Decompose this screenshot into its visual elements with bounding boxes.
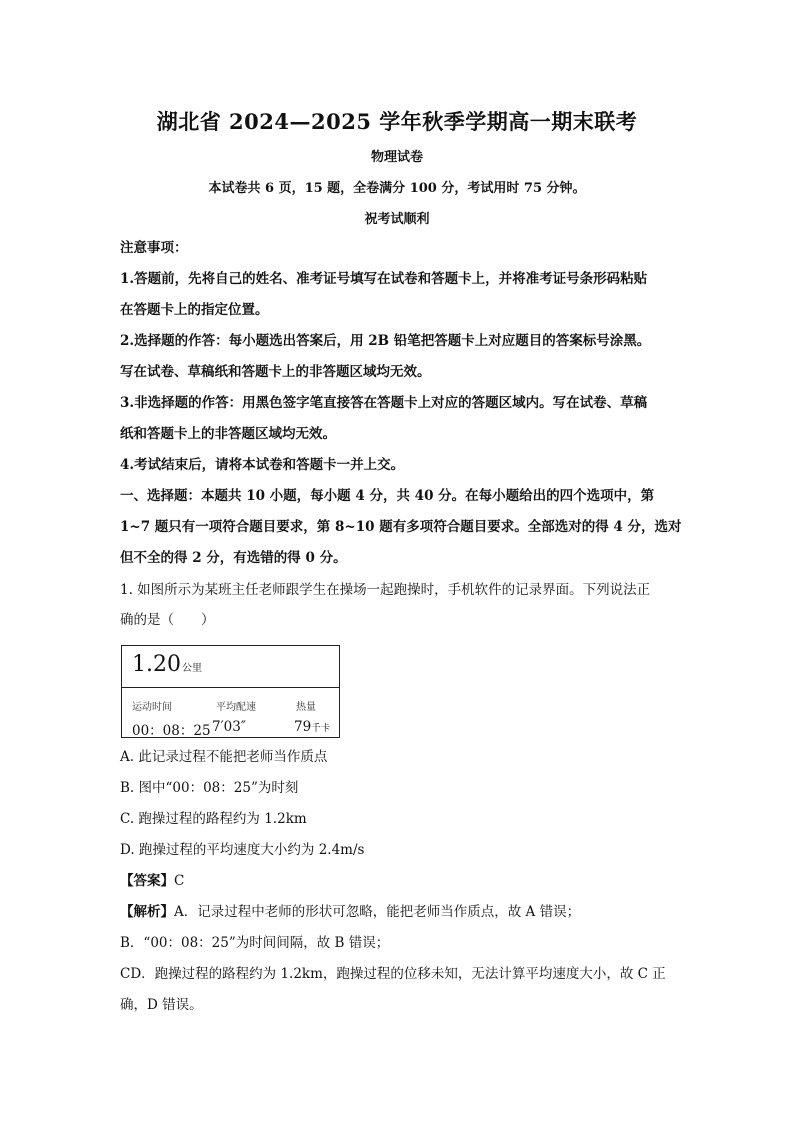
good-luck-text: 祝考试顺利 (364, 212, 430, 227)
distance-value: 1.20 (132, 652, 181, 677)
pace-stat (212, 698, 256, 735)
run-record-figure (121, 645, 340, 738)
notes-heading: 注意事项： (120, 240, 188, 256)
calorie-label: 热量 (296, 702, 316, 713)
option-a: A. 此记录过程不能把老师当作质点 (120, 749, 328, 765)
option-d: D. 跑操过程的平均速度大小约为 2.4m/s (120, 842, 365, 858)
question-stem: 确的是（ ） (120, 612, 215, 628)
calorie-unit: 千卡 (311, 723, 331, 734)
section-heading-line: 1~7 题只有一项符合题目要求，第 8~10 题有多项符合题目要求。全部选对的得 4 分，选对 (120, 519, 682, 535)
analysis-text: A．记录过程中老师的形状可忽略，能把老师当作质点，故 A 错误； (174, 904, 581, 920)
analysis-line: CD．跑操过程的路程约为 1.2km，跑操过程的位移未知，无法计算平均速度大小，故 C 正 (120, 966, 666, 982)
calorie-stat (294, 698, 330, 735)
option-c: C. 跑操过程的路程约为 1.2km (120, 811, 307, 827)
exam-info: 本试卷共 6 页，15 题，全卷满分 100 分，考试用时 75 分钟。 (208, 181, 586, 196)
pace-value: 7′03″ (212, 719, 246, 735)
analysis-line (120, 902, 680, 922)
notes-line: 写在试卷、草稿纸和答题卡上的非答题区域均无效。 (120, 364, 431, 380)
exam-title: 湖北省 2024—2025 学年秋季学期高一期末联考 (156, 109, 638, 134)
distance-display (132, 652, 202, 677)
notes-line: 1.答题前，先将自己的姓名、准考证号填写在试卷和答题卡上，并将准考证号条形码粘贴 (120, 271, 648, 287)
answer-label: 【答案】 (120, 873, 174, 889)
notes-line: 纸和答题卡上的非答题区域均无效。 (120, 426, 336, 442)
calorie-value: 79 (294, 719, 312, 735)
notes-line: 在答题卡上的指定位置。 (120, 302, 269, 318)
notes-line: 3.非选择题的作答：用黑色签字笔直接答在答题卡上对应的答题区域内。写在试卷、草稿 (120, 395, 648, 411)
time-label: 运动时间 (132, 702, 172, 713)
question-stem: 1. 如图所示为某班主任老师跟学生在操场一起跑操时，手机软件的记录界面。下列说法正 (120, 582, 651, 598)
notes-line: 4.考试结束后，请将本试卷和答题卡一并上交。 (120, 457, 405, 473)
section-heading-line: 但不全的得 2 分，有选错的得 0 分。 (120, 550, 347, 566)
section-heading-line: 一、选择题：本题共 10 小题，每小题 4 分，共 40 分。在每小题给出的四个选项中，第 (120, 488, 655, 504)
time-value: 00：08：25 (132, 723, 211, 739)
calorie-reading (294, 719, 330, 735)
analysis-label: 【解析】 (120, 904, 174, 920)
option-b: B. 图中“00：08：25”为时刻 (120, 780, 299, 796)
time-stat (132, 698, 211, 739)
pace-label: 平均配速 (216, 702, 256, 713)
analysis-line: B．“00：08：25”为时间间隔，故 B 错误； (120, 935, 390, 951)
analysis-line: 确，D 错误。 (120, 997, 203, 1013)
answer-line (120, 871, 680, 891)
subject-title: 物理试卷 (370, 150, 423, 165)
answer-value: C (174, 873, 185, 889)
distance-unit: 公里 (181, 663, 202, 674)
card-divider (122, 687, 339, 688)
notes-line: 2.选择题的作答：每小题选出答案后，用 2B 铅笔把答题卡上对应题目的答案标号涂黑。 (120, 333, 651, 349)
